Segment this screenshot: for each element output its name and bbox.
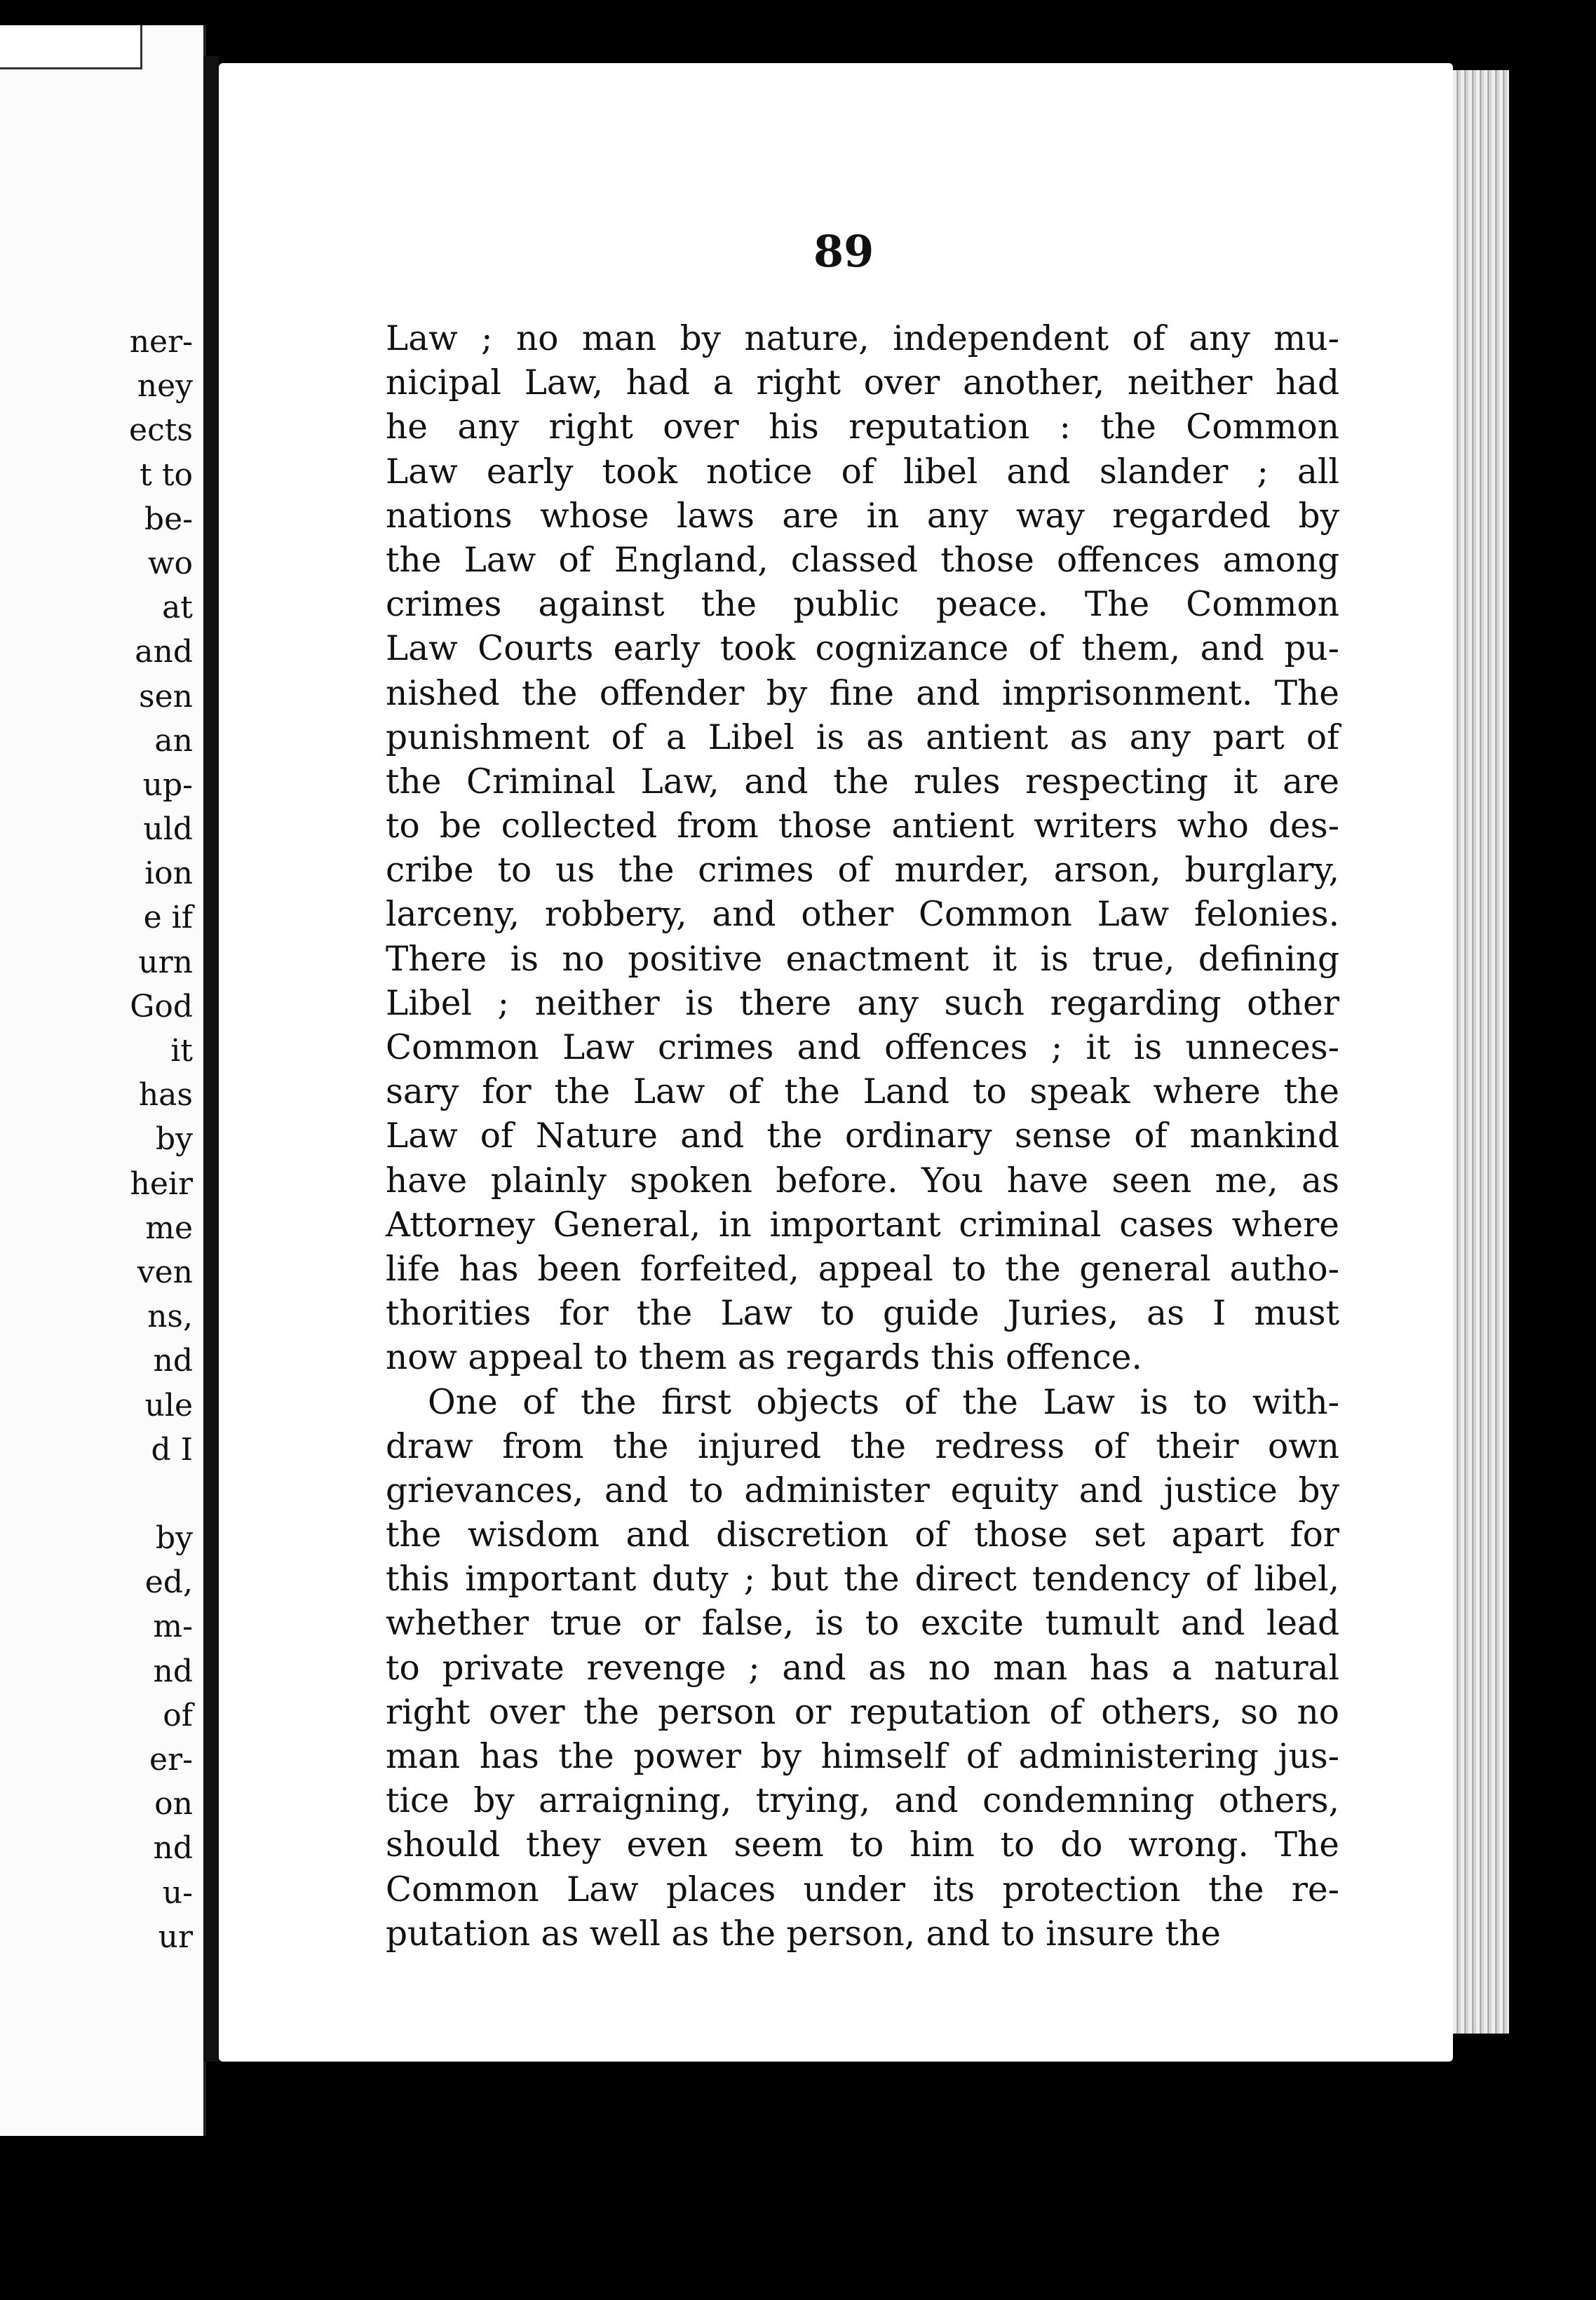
text-line: the Criminal Law, and the rules respecting it are (386, 762, 1339, 801)
text-line: to be collected from those antient writers who des- (386, 806, 1339, 846)
text-line: nicipal Law, had a right over another, neither had (386, 363, 1339, 403)
text-line: right over the person or reputation of others, so no (386, 1692, 1339, 1732)
text-line: One of the first objects of the Law is to with- (428, 1382, 1339, 1422)
left-line-fragment: me (145, 1210, 193, 1246)
left-line-fragment: m- (153, 1609, 193, 1645)
left-line-fragment: on (154, 1786, 193, 1822)
text-line: should they even seem to him to do wrong. The (386, 1825, 1339, 1865)
left-line-fragment: e if (143, 900, 193, 936)
left-line-fragment: ects (129, 412, 193, 449)
left-line-fragment: u- (162, 1874, 193, 1911)
body-text (386, 317, 1339, 1956)
left-line-fragment: it (170, 1033, 193, 1069)
left-line-fragment: nd (153, 1343, 193, 1379)
text-line: Attorney General, in important criminal cases where (386, 1205, 1339, 1245)
left-page (0, 25, 206, 2136)
left-line-fragment: be- (144, 501, 193, 537)
text-line: There is no positive enactment it is true, defining (386, 939, 1339, 979)
page-edges (1453, 70, 1509, 2034)
page-number: 89 (813, 226, 874, 277)
left-line-fragment: sen (139, 678, 193, 715)
page-tab (0, 25, 142, 69)
left-line-fragment: ule (144, 1387, 193, 1423)
text-line: man has the power by himself of administering jus- (386, 1737, 1339, 1776)
left-line-fragment: ney (137, 368, 193, 405)
left-line-fragment: er- (149, 1742, 193, 1778)
text-line: Law early took notice of libel and slander ; all (386, 452, 1339, 492)
left-line-fragment: urn (138, 944, 193, 980)
left-line-fragment: nd (153, 1653, 193, 1689)
text-line: now appeal to them as regards this offence. (386, 1338, 1142, 1378)
text-line: larceny, robbery, and other Common Law felonies. (386, 895, 1339, 935)
left-line-fragment: an (154, 722, 193, 759)
left-line-fragment: and (135, 634, 193, 670)
left-line-fragment: ion (144, 855, 193, 892)
text-line: to private revenge ; and as no man has a natural (386, 1648, 1339, 1688)
left-line-fragment: wo (147, 545, 193, 581)
text-line: the Law of England, classed those offences among (386, 540, 1339, 580)
text-line: nished the offender by fine and imprisonment. The (386, 673, 1339, 713)
left-line-fragment (0, 1472, 193, 1516)
text-line: Law of Nature and the ordinary sense of mankind (386, 1116, 1339, 1156)
left-line-fragment: up- (142, 766, 193, 803)
text-line: he any right over his reputation : the Common (386, 407, 1339, 447)
text-line: nations whose laws are in any way regarded by (386, 496, 1339, 536)
left-line-fragment: by (155, 1520, 193, 1557)
left-line-fragment: uld (143, 811, 193, 848)
text-line: sary for the Law of the Land to speak where the (386, 1072, 1339, 1112)
text-line: whether true or false, is to excite tumult and lead (386, 1604, 1339, 1644)
text-line: Common Law places under its protection the re- (386, 1869, 1339, 1909)
left-line-fragment: d I (151, 1431, 193, 1468)
left-line-fragment: ner- (129, 324, 193, 360)
left-line-fragment: heir (130, 1165, 193, 1202)
text-line: have plainly spoken before. You have seen me, as (386, 1161, 1339, 1200)
left-line-fragment: has (138, 1077, 193, 1114)
left-line-fragment: ed, (144, 1564, 193, 1601)
left-line-fragment: ns, (147, 1299, 193, 1335)
text-line: this important duty ; but the direct tendency of libel, (386, 1560, 1339, 1599)
text-line: tice by arraigning, trying, and condemning others, (386, 1781, 1339, 1821)
left-line-fragment: God (130, 988, 193, 1024)
text-line: Common Law crimes and offences ; it is unneces- (386, 1028, 1339, 1067)
text-line: life has been forfeited, appeal to the general autho- (386, 1249, 1339, 1289)
text-line: Law ; no man by nature, independent of any mu- (386, 319, 1339, 358)
text-line: Libel ; neither is there any such regarding other (386, 983, 1339, 1023)
text-line: draw from the injured the redress of their own (386, 1426, 1339, 1466)
text-line: grievances, and to administer equity and justice by (386, 1470, 1339, 1510)
text-line: the wisdom and discretion of those set apart for (386, 1515, 1339, 1555)
left-line-fragment: by (155, 1121, 193, 1158)
text-line: crimes against the public peace. The Common (386, 585, 1339, 625)
text-line: punishment of a Libel is as antient as any part of (386, 717, 1339, 757)
left-line-fragment: ven (137, 1254, 193, 1290)
text-line: cribe to us the crimes of murder, arson, burglary, (386, 851, 1339, 891)
text-line: thorities for the Law to guide Juries, as I must (386, 1294, 1339, 1334)
left-page-text (0, 320, 193, 1959)
book-gutter (203, 56, 219, 2062)
text-line: putation as well as the person, and to insure the (386, 1914, 1221, 1954)
left-line-fragment: t to (140, 456, 193, 493)
left-line-fragment: of (163, 1697, 193, 1733)
left-line-fragment: at (162, 590, 193, 626)
left-line-fragment: nd (153, 1830, 193, 1867)
left-line-fragment: ur (158, 1919, 193, 1955)
text-line: Law Courts early took cognizance of them, and pu- (386, 629, 1339, 669)
